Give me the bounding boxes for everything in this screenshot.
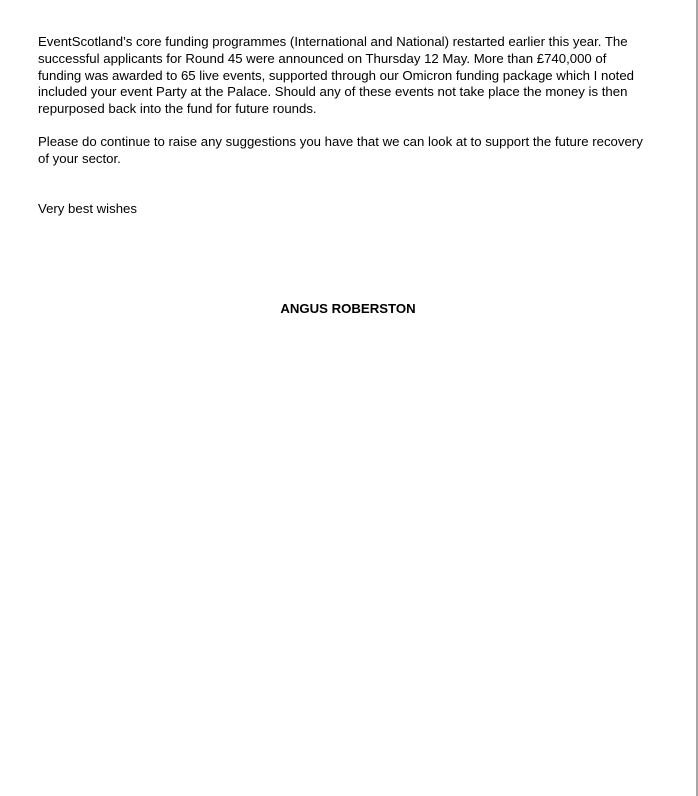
body-paragraph-funding: EventScotland’s core funding programmes (International and National) restarted earlier this year. The successful applicants for Round 45 were announced on Thursday 12 May. More than £740,000 of funding was awarded to 65 live events, supported through our Omicron funding package which I noted included your event Party at the Palace. Should any of these events not take place the money is then repurposed back into the fund for future rounds. xyxy=(38,34,635,117)
body-paragraph-suggestions: Please do continue to raise any suggestions you have that we can look at to support the future recovery of your sector. xyxy=(38,134,643,166)
closing-salutation: Very best wishes xyxy=(38,201,137,216)
signature-name: ANGUS ROBERSTON xyxy=(280,301,416,316)
